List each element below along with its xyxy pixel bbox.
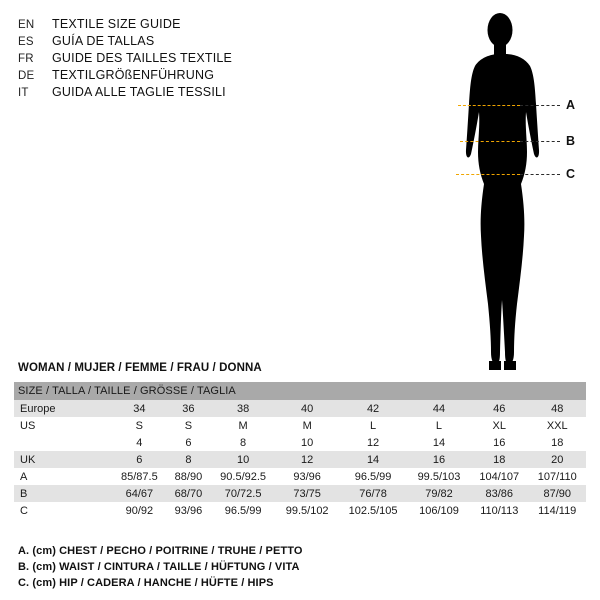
table-cell: 93/96: [167, 502, 210, 519]
row-label: A: [14, 468, 112, 485]
table-cell: 90/92: [112, 502, 167, 519]
footnote-c: C. (cm) HIP / CADERA / HANCHE / HÜFTE / HIPS: [18, 577, 274, 589]
table-header-row: [14, 382, 586, 400]
table-row: [14, 502, 586, 519]
table-cell: 93/96: [276, 468, 338, 485]
table-cell: 46: [470, 400, 528, 417]
table-row: [14, 451, 586, 468]
table-cell: 16: [408, 451, 470, 468]
table-cell: 44: [408, 400, 470, 417]
table-cell: 64/67: [112, 485, 167, 502]
table-cell: 12: [276, 451, 338, 468]
table-cell: S: [112, 417, 167, 434]
table-cell: 6: [112, 451, 167, 468]
table-cell: M: [210, 417, 276, 434]
measure-leader-c: [520, 174, 560, 175]
female-body-silhouette-icon: [440, 8, 560, 378]
table-cell: L: [408, 417, 470, 434]
table-cell: 88/90: [167, 468, 210, 485]
table-cell: 104/107: [470, 468, 528, 485]
footnote-b: B. (cm) WAIST / CINTURA / TAILLE / HÜFTUNG / VITA: [18, 561, 300, 573]
table-header-label: SIZE / TALLA / TAILLE / GRÖSSE / TAGLIA: [14, 382, 586, 400]
table-cell: 38: [210, 400, 276, 417]
language-title: GUÍA DE TALLAS: [52, 34, 155, 48]
language-title: TEXTILGRÖßENFÜHRUNG: [52, 68, 215, 82]
footnote-a: A. (cm) CHEST / PECHO / POITRINE / TRUHE / PETTO: [18, 545, 303, 557]
table-row: [14, 417, 586, 434]
table-cell: 114/119: [529, 502, 587, 519]
language-title: GUIDA ALLE TAGLIE TESSILI: [52, 85, 226, 99]
table-cell: 14: [408, 434, 470, 451]
table-cell: 106/109: [408, 502, 470, 519]
table-cell: XXL: [529, 417, 587, 434]
measure-label-a: A: [566, 98, 576, 112]
row-label: B: [14, 485, 112, 502]
table-cell: S: [167, 417, 210, 434]
row-label: [14, 434, 112, 451]
measure-leader-b: [520, 141, 560, 142]
table-cell: 83/86: [470, 485, 528, 502]
table-cell: 99.5/103: [408, 468, 470, 485]
table-cell: 85/87.5: [112, 468, 167, 485]
row-label: UK: [14, 451, 112, 468]
table-cell: 40: [276, 400, 338, 417]
table-cell: 110/113: [470, 502, 528, 519]
measure-line-waist: [460, 141, 520, 142]
table-cell: 68/70: [167, 485, 210, 502]
table-cell: 10: [210, 451, 276, 468]
language-row: [18, 33, 318, 50]
language-title: TEXTILE SIZE GUIDE: [52, 17, 181, 31]
table-row: [14, 485, 586, 502]
language-title: GUIDE DES TAILLES TEXTILE: [52, 51, 233, 65]
language-row: [18, 84, 318, 101]
table-cell: 34: [112, 400, 167, 417]
measure-label-b: B: [566, 134, 576, 148]
row-label: US: [14, 417, 112, 434]
table-cell: 87/90: [529, 485, 587, 502]
measure-line-hip: [456, 174, 520, 175]
table-cell: 73/75: [276, 485, 338, 502]
language-code: IT: [18, 87, 29, 99]
table-cell: 36: [167, 400, 210, 417]
language-row: [18, 67, 318, 84]
table-cell: M: [276, 417, 338, 434]
measure-line-chest: [458, 105, 520, 106]
table-cell: 4: [112, 434, 167, 451]
language-title-list: [18, 16, 318, 101]
table-cell: 102.5/105: [338, 502, 408, 519]
footnote-list: [18, 543, 578, 591]
table-cell: 14: [338, 451, 408, 468]
measure-leader-a: [520, 105, 560, 106]
language-code: ES: [18, 36, 34, 48]
table-cell: L: [338, 417, 408, 434]
table-cell: 6: [167, 434, 210, 451]
section-heading: WOMAN / MUJER / FEMME / FRAU / DONNA: [18, 362, 262, 374]
language-code: EN: [18, 19, 35, 31]
table-cell: 99.5/102: [276, 502, 338, 519]
table-cell: 70/72.5: [210, 485, 276, 502]
table-cell: 18: [529, 434, 587, 451]
table-row: [14, 468, 586, 485]
table-cell: 48: [529, 400, 587, 417]
table-row: [14, 434, 586, 451]
figure-area: [400, 8, 600, 378]
language-code: FR: [18, 53, 34, 65]
table-cell: 8: [210, 434, 276, 451]
table-cell: 18: [470, 451, 528, 468]
language-row: [18, 50, 318, 67]
table-cell: 96.5/99: [338, 468, 408, 485]
measure-label-c: C: [566, 167, 576, 181]
language-row: [18, 16, 318, 33]
row-label: Europe: [14, 400, 112, 417]
table-cell: 76/78: [338, 485, 408, 502]
table-cell: 90.5/92.5: [210, 468, 276, 485]
table-row: [14, 400, 586, 417]
size-table: [14, 382, 586, 519]
table-cell: 79/82: [408, 485, 470, 502]
table-cell: 12: [338, 434, 408, 451]
table-cell: 107/110: [529, 468, 587, 485]
language-code: DE: [18, 70, 35, 82]
table-cell: 20: [529, 451, 587, 468]
table-cell: 8: [167, 451, 210, 468]
table-cell: 10: [276, 434, 338, 451]
table-cell: 16: [470, 434, 528, 451]
table-cell: XL: [470, 417, 528, 434]
table-cell: 96.5/99: [210, 502, 276, 519]
table-cell: 42: [338, 400, 408, 417]
row-label: C: [14, 502, 112, 519]
